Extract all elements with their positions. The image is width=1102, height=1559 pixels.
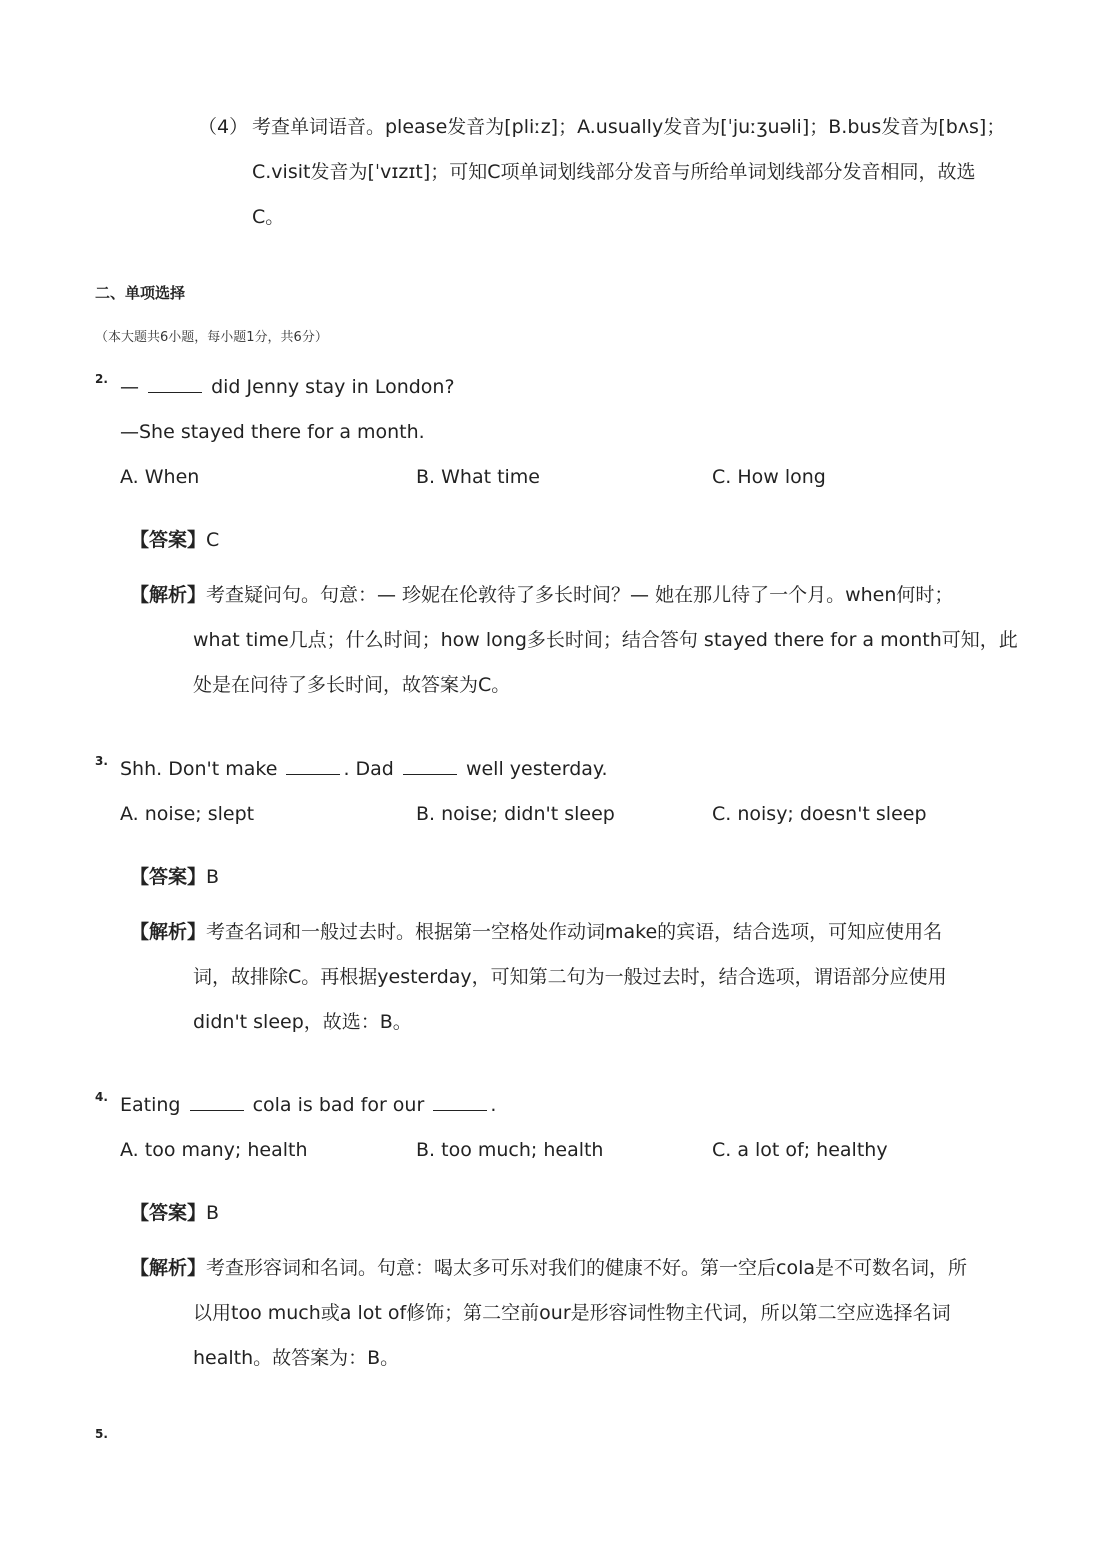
answer-value: B (206, 1202, 220, 1224)
section-heading: 二、单项选择 (95, 284, 186, 302)
section-note: （本大题共6小题，每小题1分，共6分） (95, 330, 328, 345)
stem-text: did Jenny stay in London? (205, 376, 455, 398)
analysis-text: 以用too much或a lot of修饰；第二空前our是形容词性物主代词，所以第二空应选择名词 (193, 1302, 951, 1324)
stem-text: . Dad (343, 758, 400, 780)
stem-text: — (120, 376, 146, 398)
option-a: A. When (120, 466, 200, 488)
analysis-tag: 【解析】 (130, 584, 207, 606)
question-number: 4. (95, 1090, 108, 1104)
stem-text: cola is bad for our (246, 1094, 431, 1116)
analysis-tag: 【解析】 (130, 1257, 207, 1279)
option-c: C. noisy; doesn't sleep (712, 803, 927, 825)
analysis-line (130, 583, 953, 607)
answer-blank (190, 1094, 244, 1111)
option-a: A. noise; slept (120, 803, 255, 825)
answer-tag: 【答案】 (130, 866, 207, 888)
analysis-line (130, 1256, 967, 1280)
answer-line (130, 528, 219, 552)
explanation-line: C。 (252, 206, 285, 228)
option-a: A. too many; health (120, 1139, 308, 1161)
answer-line (130, 865, 219, 889)
question-stem (120, 1093, 496, 1117)
analysis-line (130, 920, 942, 944)
question-number: 3. (95, 754, 108, 768)
option-c: C. How long (712, 466, 826, 488)
answer-tag: 【答案】 (130, 529, 207, 551)
analysis-text: didn't sleep，故选：B。 (193, 1011, 412, 1033)
answer-blank (148, 376, 202, 393)
answer-blank (286, 758, 340, 775)
question-stem-line: —She stayed there for a month. (120, 421, 425, 443)
answer-value: C (206, 529, 220, 551)
stem-text: Shh. Don't make (120, 758, 284, 780)
stem-text: well yesterday. (459, 758, 608, 780)
analysis-text: 处是在问待了多长时间，故答案为C。 (193, 674, 511, 696)
analysis-tag: 【解析】 (130, 921, 207, 943)
question-number: 2. (95, 372, 108, 386)
answer-tag: 【答案】 (130, 1202, 207, 1224)
analysis-text: health。故答案为：B。 (193, 1347, 400, 1369)
question-stem (120, 375, 455, 399)
analysis-text: 考查名词和一般过去时。根据第一空格处作动词make的宾语，结合选项，可知应使用名 (206, 921, 943, 943)
explanation-line: C.visit发音为[ˈvɪzɪt]；可知C项单词划线部分发音与所给单词划线部分发音相同，故选 (252, 161, 976, 183)
option-b: B. noise; didn't sleep (416, 803, 615, 825)
analysis-text: 考查疑问句。句意：— 珍妮在伦敦待了多长时间？— 她在那儿待了一个月。when何时； (206, 584, 954, 606)
question-stem (120, 757, 608, 781)
answer-value: B (206, 866, 220, 888)
stem-text: Eating (120, 1094, 187, 1116)
question-number: 5. (95, 1427, 108, 1441)
option-b: B. too much; health (416, 1139, 604, 1161)
answer-blank (403, 758, 457, 775)
option-b: B. What time (416, 466, 541, 488)
analysis-text: what time几点；什么时间；how long多长时间；结合答句 stayed there for a month可知，此 (193, 629, 1018, 651)
analysis-text: 词，故排除C。再根据yesterday，可知第二句为一般过去时，结合选项，谓语部分应使用 (193, 966, 947, 988)
option-c: C. a lot of; healthy (712, 1139, 888, 1161)
stem-text: . (490, 1094, 497, 1116)
explanation-line: 考查单词语音。please发音为[pliːz]；A.usually发音为[ˈjuːʒuəli]；B.bus发音为[bʌs]； (252, 116, 1006, 138)
sub-item-number: （4） (198, 116, 249, 138)
answer-line (130, 1201, 219, 1225)
answer-blank (433, 1094, 487, 1111)
analysis-text: 考查形容词和名词。句意：喝太多可乐对我们的健康不好。第一空后cola是不可数名词，所 (206, 1257, 968, 1279)
